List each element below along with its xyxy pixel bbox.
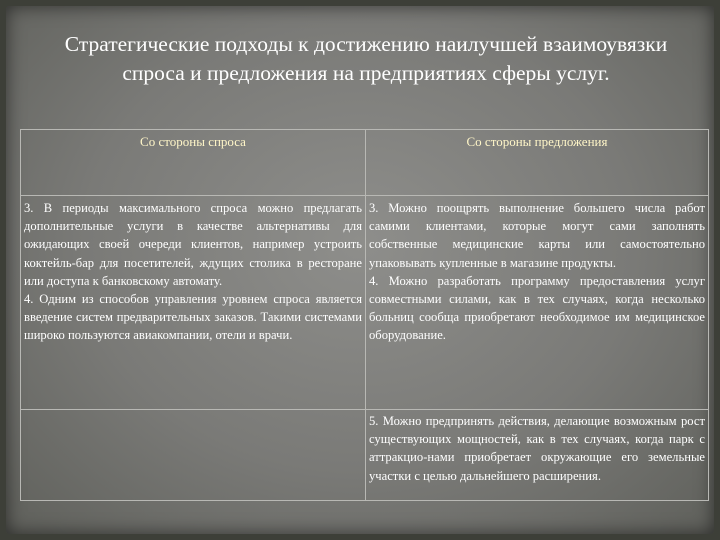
supply-item-4: 4. Можно разработать программу предоставления услуг совместными силами, как в тех случаях, когда несколько больниц сообща приобретают необходимое им медицинское оборудование. <box>369 273 705 343</box>
slide-title: Стратегические подходы к достижению наилучшей взаимоувязки спроса и предложения на предприятиях сферы услуг. <box>64 32 668 85</box>
supply-cell <box>366 196 709 410</box>
demand-item-3: 3. В периоды максимального спроса можно предлагать дополнительные услуги в качестве альтернативы для ожидающих своей очереди клиентов, например устроить коктейль-бар для посетителей, ждущих столика в ресторане или доступа к банковскому автомату. <box>24 201 362 288</box>
table-row <box>21 410 709 501</box>
strategy-table <box>20 129 709 501</box>
supply-item-5: 5. Можно предпринять действия, делающие возможным рост существующих мощностей, как в тех случаях, когда парк с аттракцио-нами приобретает окружающие его земельные участки с целью дальнейшего расширения. <box>369 414 705 483</box>
demand-empty-cell <box>21 410 366 501</box>
demand-cell <box>21 196 366 410</box>
demand-item-4: 4. Одним из способов управления уровнем спроса является введение систем предварительных заказов. Такими системами широко пользуются авиакомпании, отели и врачи. <box>24 292 362 343</box>
supply-cell-last <box>366 410 709 501</box>
slide-frame <box>6 6 714 534</box>
table-row <box>21 196 709 410</box>
supply-item-3: 3. Можно поощрять выполнение большего числа работ самими клиентами, которые могут сами заполнять собственные медицинские карты или самостоятельно упаковывать купленные в магазине продукты. <box>369 201 705 270</box>
table-header-row <box>21 130 709 196</box>
header-demand: Со стороны спроса <box>21 130 366 196</box>
header-supply: Со стороны предложения <box>366 130 709 196</box>
